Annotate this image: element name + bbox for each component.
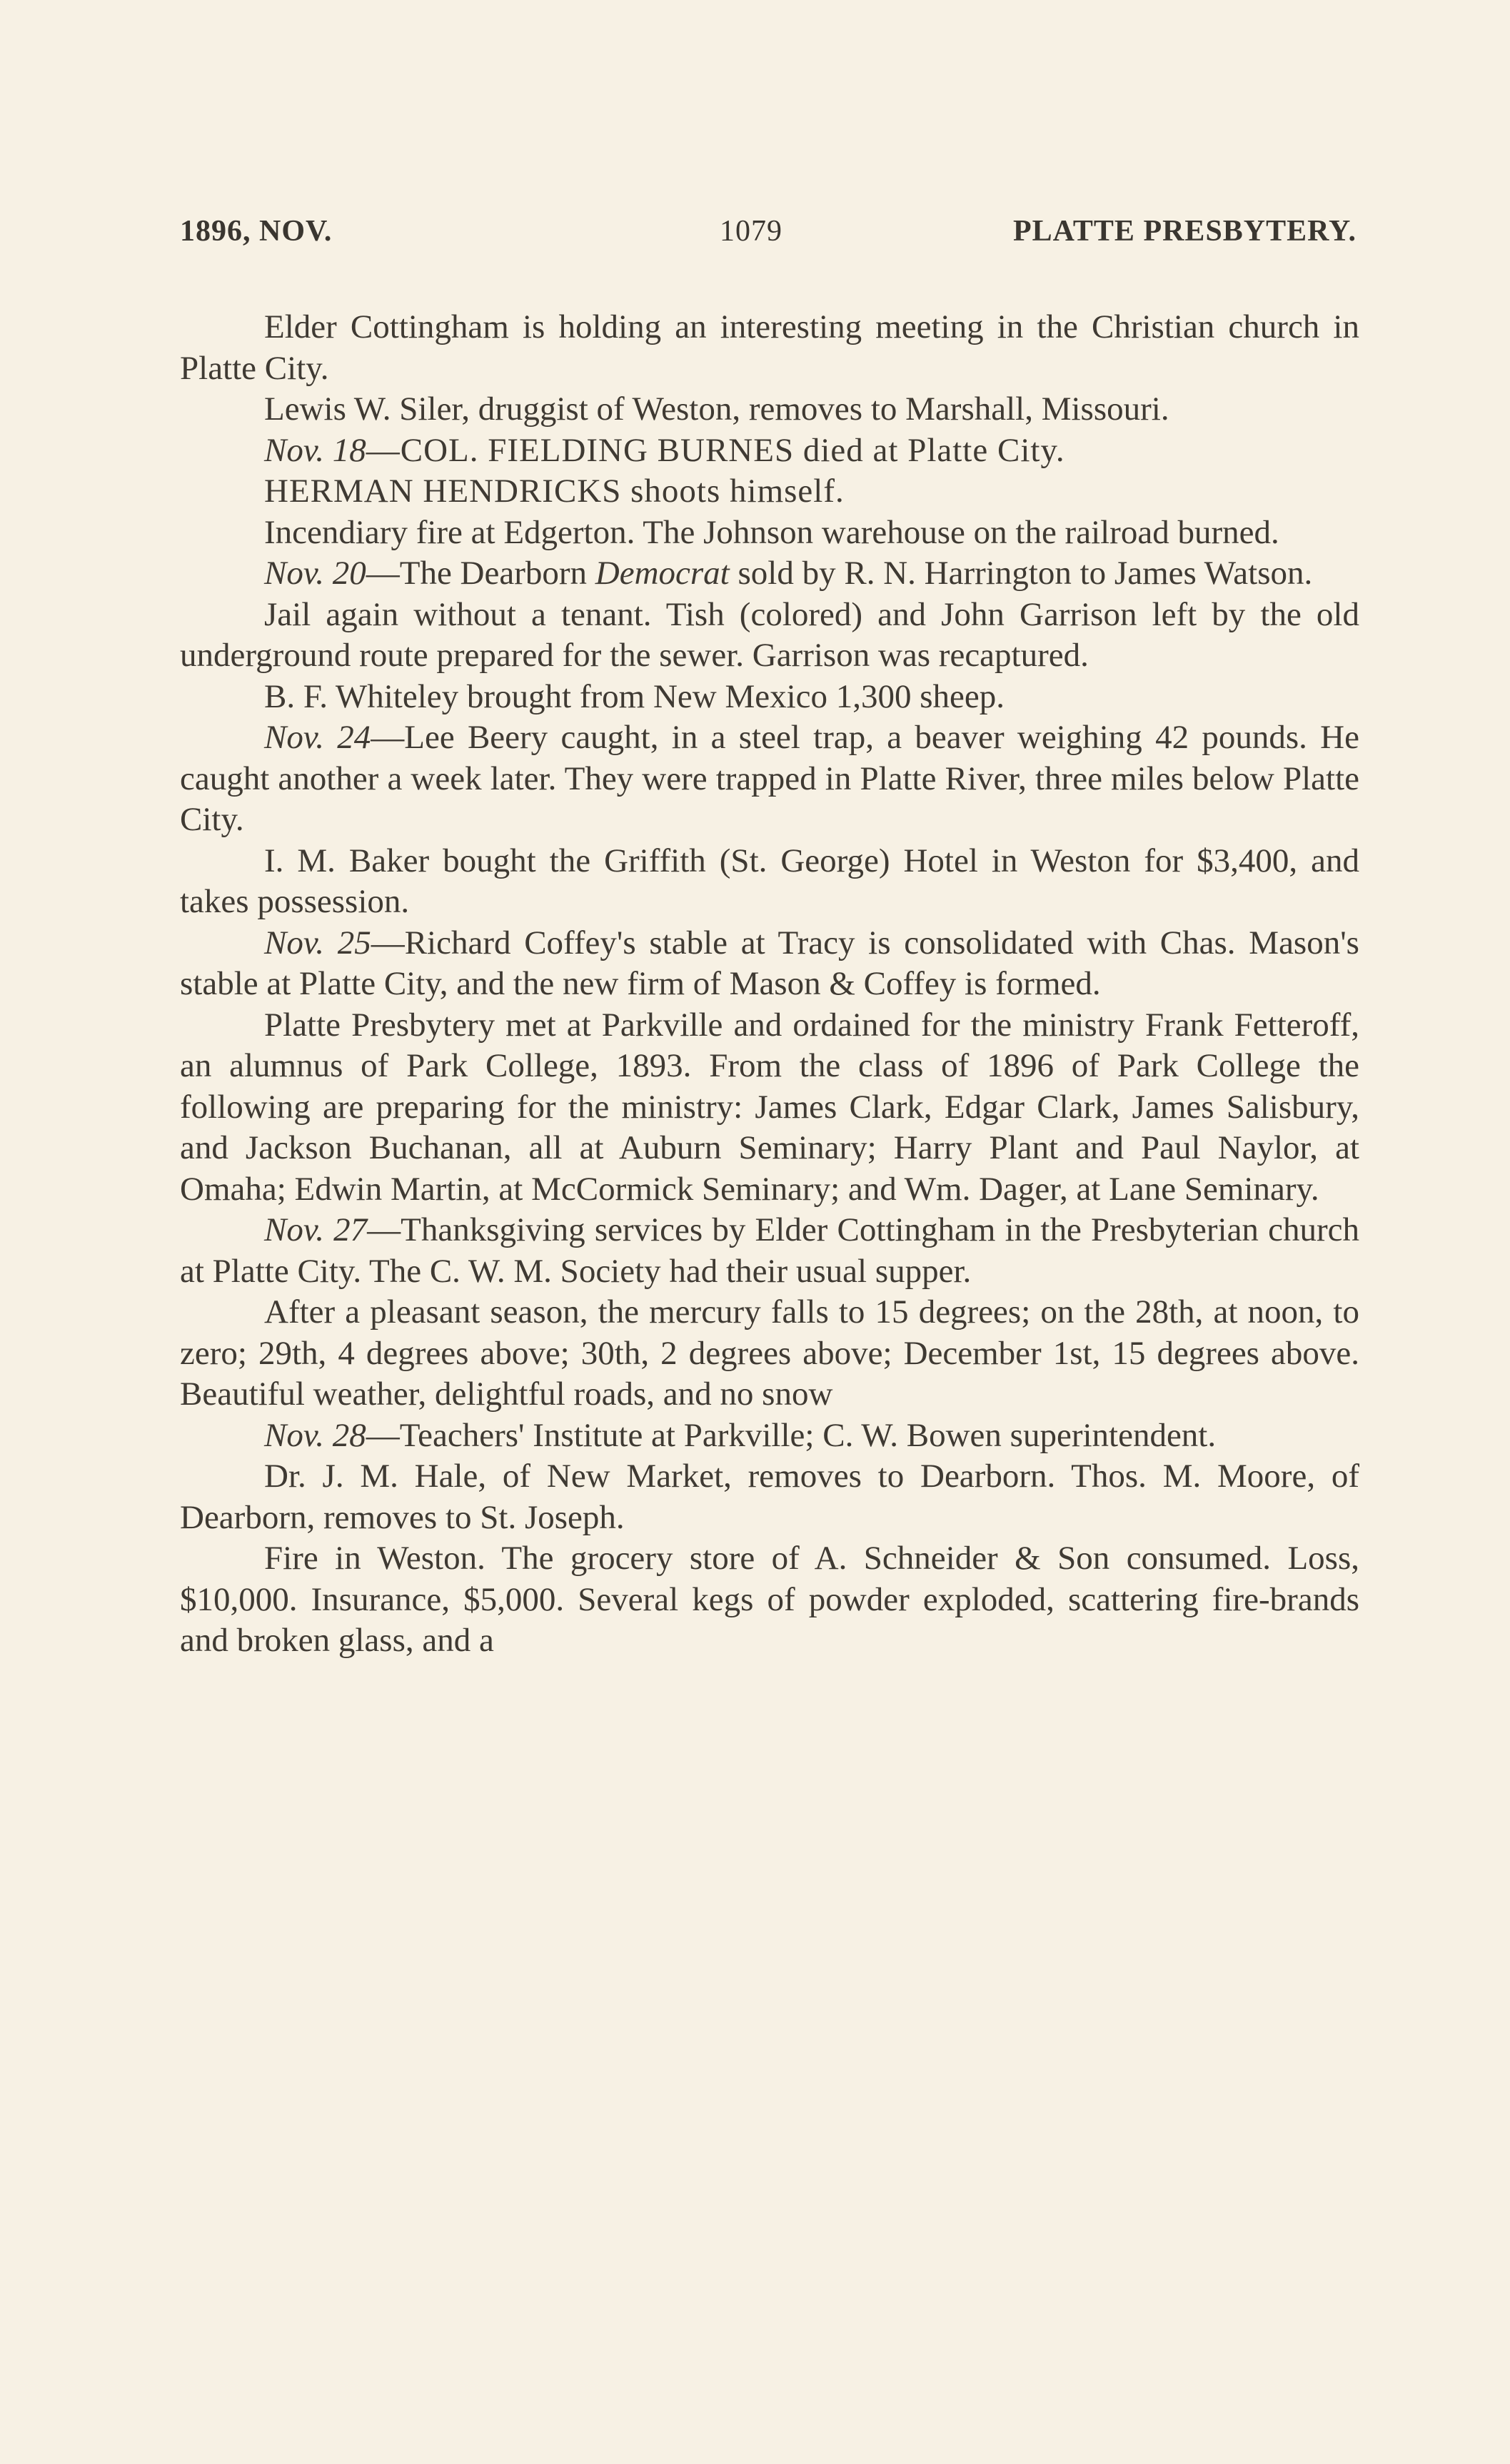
entry-date: Nov. 18	[264, 431, 366, 469]
entry-date: Nov. 28	[264, 1416, 366, 1454]
paragraph: Incendiary fire at Edgerton. The Johnson warehouse on the railroad burned.	[264, 513, 1279, 551]
paragraph: Nov. 18—COL. FIELDING BURNES died at Platte City.	[264, 431, 1065, 469]
paragraph: Fire in Weston. The grocery store of A. Schneider & Son consumed. Loss, $10,000. Insurance, $5,000. Several kegs of powder exploded, scattering fire-brands and broken glass, and a	[180, 1540, 1359, 1659]
paragraph: I. M. Baker bought the Griffith (St. George) Hotel in Weston for $3,400, and takes possession.	[180, 842, 1359, 920]
paragraph: After a pleasant season, the mercury falls to 15 degrees; on the 28th, at noon, to zero; 29th, 4 degrees above; 30th, 2 degrees above; December 1st, 15 degrees above. Beautiful weather, delightful roads, and no snow	[180, 1293, 1359, 1413]
paragraph: Platte Presbytery met at Parkville and ordained for the ministry Frank Fetteroff, an alumnus of Park College, 1893. From the class of 1896 of Park College the following are preparing for the ministry: James Clark, Edgar Clark, James Salisbury, and Jackson Buchanan, all at Auburn Seminary; Harry Plant and Paul Naylor, at Omaha; Edwin Martin, at McCormick Seminary; and Wm. Dager, at Lane Seminary.	[180, 1006, 1359, 1208]
page-number: 1079	[720, 215, 782, 248]
paragraph: Nov. 25—Richard Coffey's stable at Tracy is consolidated with Chas. Mason's stable at Platte City, and the new firm of Mason & Coffey is formed.	[180, 924, 1359, 1002]
paragraph: Nov. 24—Lee Beery caught, in a steel trap, a beaver weighing 42 pounds. He caught another a week later. They were trapped in Platte River, three miles below Platte City.	[180, 719, 1359, 838]
entry-date: Nov. 24	[264, 719, 371, 756]
body-text	[180, 307, 1359, 1662]
paragraph: Nov. 28—Teachers' Institute at Parkville; C. W. Bowen superintendent.	[264, 1416, 1217, 1454]
entry-date: Nov. 20	[264, 555, 366, 592]
paragraph: Dr. J. M. Hale, of New Market, removes to Dearborn. Thos. M. Moore, of Dearborn, removes to St. Joseph.	[180, 1458, 1359, 1536]
paragraph: HERMAN HENDRICKS shoots himself.	[264, 473, 845, 510]
running-head	[180, 214, 1357, 257]
newspaper-title: Democrat	[595, 555, 730, 592]
paragraph: Nov. 20—The Dearborn Democrat sold by R. N. Harrington to James Watson.	[264, 555, 1313, 592]
paragraph: Jail again without a tenant. Tish (colored) and John Garrison left by the old underground route prepared for the sewer. Garrison was recaptured.	[180, 595, 1359, 674]
paragraph: B. F. Whiteley brought from New Mexico 1,300 sheep.	[264, 677, 1005, 715]
entry-date: Nov. 25	[264, 924, 371, 961]
paragraph: Lewis W. Siler, druggist of Weston, removes to Marshall, Missouri.	[264, 390, 1169, 428]
entry-date: Nov. 27	[264, 1211, 368, 1248]
header-section-title: PLATTE PRESBYTERY.	[1013, 215, 1357, 248]
paragraph: Elder Cottingham is holding an interesting meeting in the Christian church in Platte City.	[180, 308, 1359, 387]
paragraph: Nov. 27—Thanksgiving services by Elder Cottingham in the Presbyterian church at Platte City. The C. W. M. Society had their usual supper.	[180, 1211, 1359, 1290]
header-date: 1896, NOV.	[180, 215, 333, 248]
